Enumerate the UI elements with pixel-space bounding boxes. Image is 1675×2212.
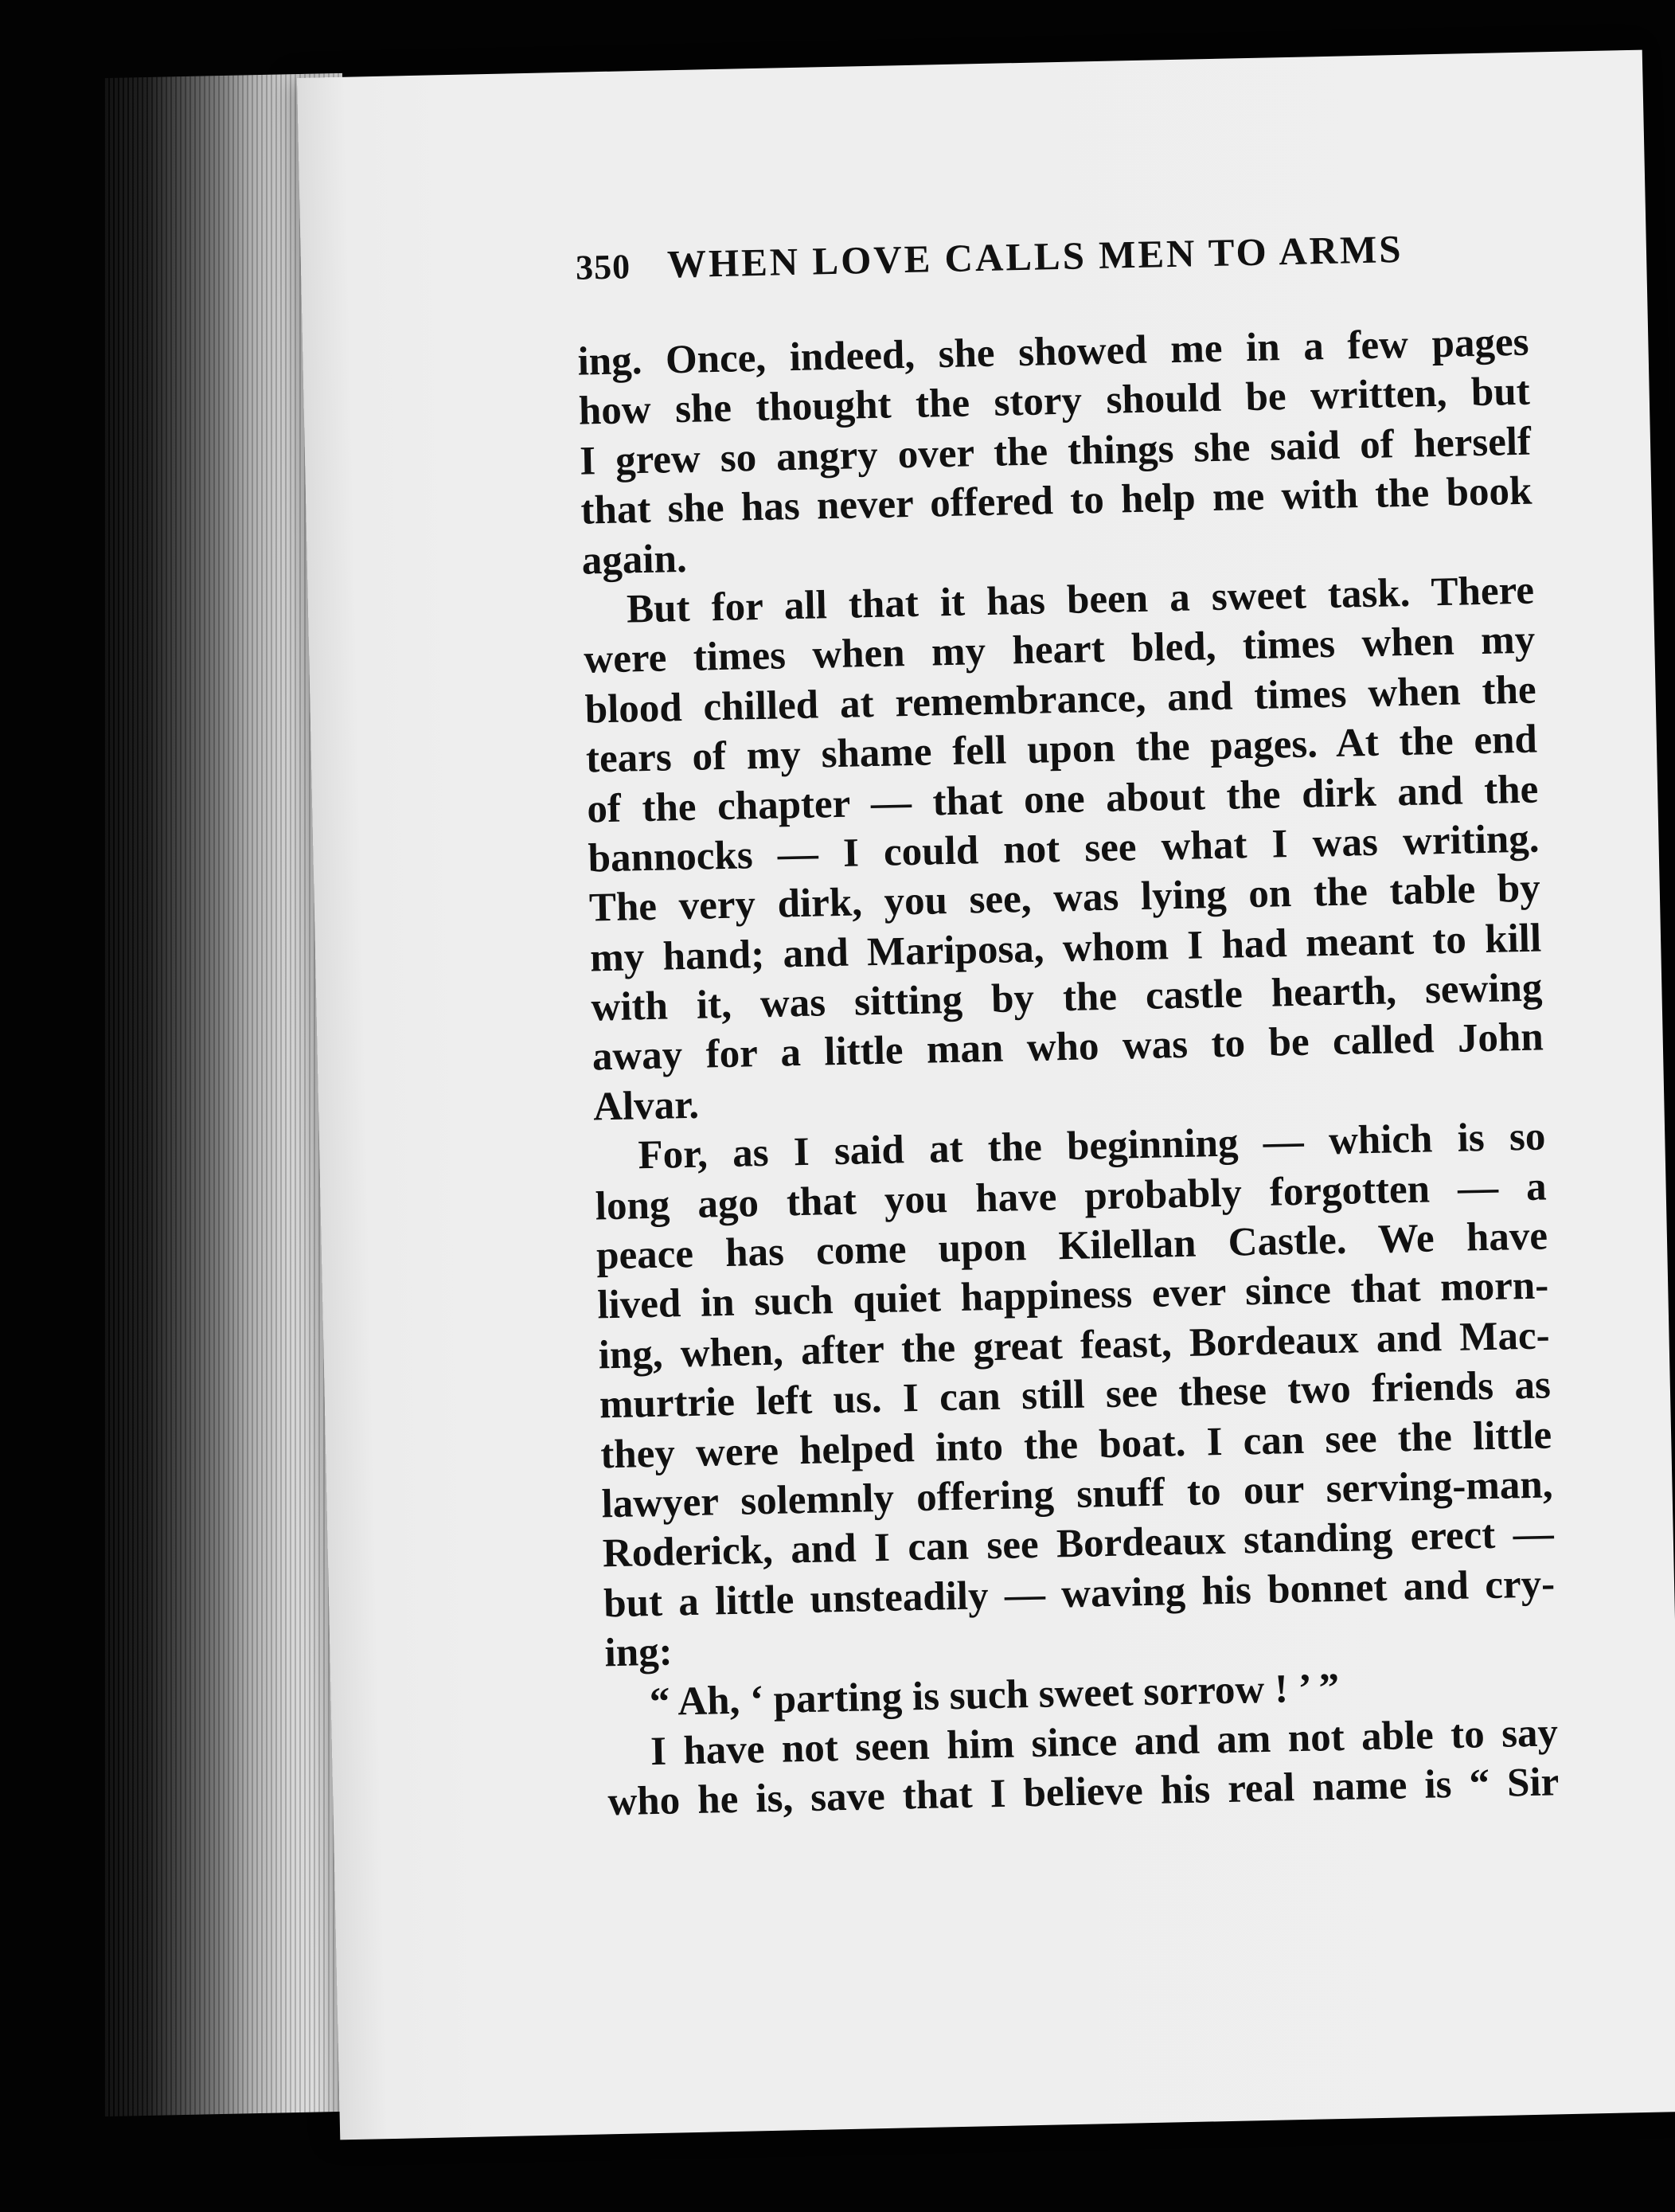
- text-line: who he is, save that I believe his real name is “ Sir: [607, 1760, 1560, 1825]
- text-line: For, as I said at the beginning — which is so: [637, 1114, 1546, 1178]
- text-line: of the chapter — that one about the dirk and the: [586, 767, 1539, 832]
- page-text-block: [575, 224, 1559, 1827]
- text-line: they were helped into the boat. I can see the little: [599, 1412, 1552, 1477]
- text-line: I have not seen him since and am not able to say: [650, 1710, 1559, 1775]
- body-text: [577, 318, 1560, 1827]
- book-page: [297, 50, 1675, 2140]
- text-line: peace has come upon Kilellan Castle. We have: [595, 1213, 1548, 1279]
- text-line: “ Ah, ‘ parting is such sweet sorrow ! ’ ”: [649, 1665, 1340, 1725]
- text-line: murtrie left us. I can still see these two friends as: [599, 1362, 1552, 1428]
- running-title: WHEN LOVE CALLS MEN TO ARMS: [666, 226, 1404, 287]
- text-line: how she thought the story should be written, but: [578, 369, 1531, 435]
- text-line: away for a little man who was to be called John: [592, 1014, 1544, 1080]
- text-line: Roderick, and I can see Bordeaux standing erect —: [602, 1511, 1555, 1577]
- text-line: were times when my heart bled, times when my: [583, 617, 1536, 682]
- text-line: my hand; and Mariposa, whom I had meant to kill: [589, 916, 1542, 981]
- text-line: The very dirk, you see, was lying on the table by: [588, 866, 1541, 931]
- text-line: bannocks — I could not see what I was writing.: [588, 816, 1540, 881]
- text-line: lawyer solemnly offering snuff to our serving-man,: [601, 1462, 1553, 1527]
- text-line: that she has never offered to help me with the book: [580, 468, 1532, 533]
- text-line: ing. Once, indeed, she showed me in a few pages: [577, 319, 1529, 385]
- text-line: tears of my shame fell upon the pages. At the end: [585, 717, 1538, 782]
- text-line: ing:: [603, 1629, 674, 1676]
- text-line: blood chilled at remembrance, and times when the: [584, 667, 1537, 733]
- text-line: again.: [581, 536, 688, 584]
- text-line: Alvar.: [592, 1082, 700, 1130]
- text-line: lived in such quiet happiness ever since that morn-: [596, 1263, 1549, 1328]
- text-line: I grew so angry over the things she said of herself: [579, 419, 1532, 484]
- text-line: with it, was sitting by the castle hearth, sewing: [591, 965, 1543, 1030]
- running-head: [575, 224, 1528, 315]
- text-line: ing, when, after the great feast, Bordeaux and Mac-: [598, 1313, 1551, 1378]
- text-line: But for all that it has been a sweet task. There: [626, 568, 1535, 632]
- text-line: but a little unsteadily — waving his bonnet and cry-: [603, 1561, 1556, 1627]
- page-number: 350: [575, 247, 631, 287]
- text-line: long ago that you have probably forgotten — a: [595, 1164, 1548, 1229]
